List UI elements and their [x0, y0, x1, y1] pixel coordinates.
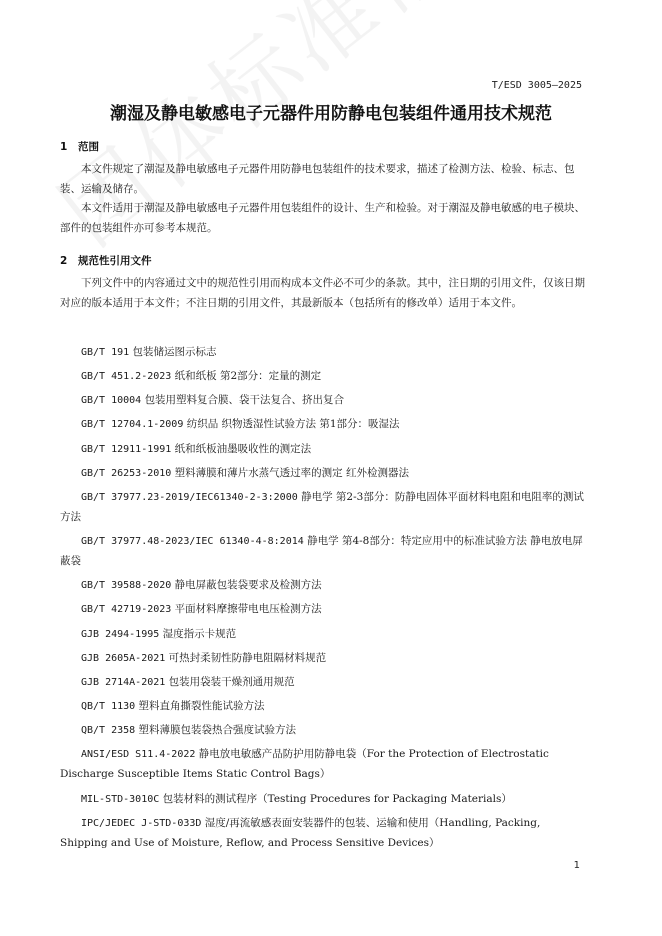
reference-item: GJB 2494-1995 湿度指示卡规范	[81, 628, 237, 640]
section-1-paragraph-1: 本文件规定了潮湿及静电敏感电子元器件用防静电包装组件的技术要求，描述了检测方法、检验、标志、包装、运输及储存。	[60, 163, 575, 195]
reference-item: GB/T 10004 包装用塑料复合膜、袋干法复合、挤出复合	[81, 394, 345, 406]
reference-item: GJB 2605A-2021 可热封柔韧性防静电阻隔材料规范	[81, 652, 327, 664]
reference-item: GB/T 37977.48-2023/IEC 61340-4-8:2014 静电学 第4-8部分：特定应用中的标准试验方法 静电放电屏蔽袋	[60, 535, 583, 567]
reference-item: GB/T 26253-2010 塑料薄膜和薄片水蒸气透过率的测定 红外检测器法	[81, 467, 409, 479]
reference-item: QB/T 2358 塑料薄膜包装袋热合强度试验方法	[81, 724, 297, 736]
reference-item: GB/T 42719-2023 平面材料摩擦带电电压检测方法	[81, 603, 322, 615]
section-2-heading	[60, 253, 152, 268]
reference-item: IPC/JEDEC J-STD-033D 湿度/再流敏感表面安装器件的包装、运输和使用（Handling, Packing, Shipping and Use of Moisture, Reflow, and Process Sensitive Devices）	[60, 817, 541, 849]
reference-item: GB/T 37977.23-2019/IEC61340-2-3:2000 静电学 第2-3部分：防静电固体平面材料电阻和电阻率的测试方法	[60, 491, 584, 523]
section-2-number: 2	[60, 255, 68, 267]
section-1-title: 范围	[78, 141, 99, 153]
reference-item: GB/T 12911-1991 纸和纸板油墨吸收性的测定法	[81, 443, 312, 455]
reference-item: GJB 2714A-2021 包装用袋装干燥剂通用规范	[81, 676, 295, 688]
section-2-title: 规范性引用文件	[78, 255, 152, 267]
reference-item: GB/T 451.2-2023 纸和纸板 第2部分：定量的测定	[81, 370, 322, 382]
reference-item: GB/T 39588-2020 静电屏蔽包装袋要求及检测方法	[81, 579, 322, 591]
document-title: 潮湿及静电敏感电子元器件用防静电包装组件通用技术规范	[110, 104, 552, 124]
page-number: 1	[573, 860, 580, 871]
reference-item: GB/T 12704.1-2009 纺织品 织物透湿性试验方法 第1部分：吸湿法	[81, 418, 400, 430]
reference-item: QB/T 1130 塑料直角撕裂性能试验方法	[81, 700, 265, 712]
section-1-paragraph-2: 本文件适用于潮湿及静电敏感电子元器件用包装组件的设计、生产和检验。对于潮湿及静电敏感的电子模块、部件的包装组件亦可参考本规范。	[60, 202, 585, 234]
section-1-number: 1	[60, 141, 68, 153]
reference-item: ANSI/ESD S11.4-2022 静电放电敏感产品防护用防静电袋（For the Protection of Electrostatic Discharge Susceptible Items Static Control Bags）	[60, 748, 549, 780]
reference-item: MIL-STD-3010C 包装材料的测试程序（Testing Procedures for Packaging Materials）	[81, 793, 512, 805]
section-2-intro: 下列文件中的内容通过文中的规范性引用而构成本文件必不可少的条款。其中，注日期的引用文件，仅该日期对应的版本适用于本文件；不注日期的引用文件，其最新版本（包括所有的修改单）适用于本文件。	[60, 277, 585, 309]
reference-item: GB/T 191 包装储运图示标志	[81, 346, 217, 358]
document-code: T/ESD 3005—2025	[491, 80, 582, 91]
section-1-heading	[60, 139, 99, 154]
